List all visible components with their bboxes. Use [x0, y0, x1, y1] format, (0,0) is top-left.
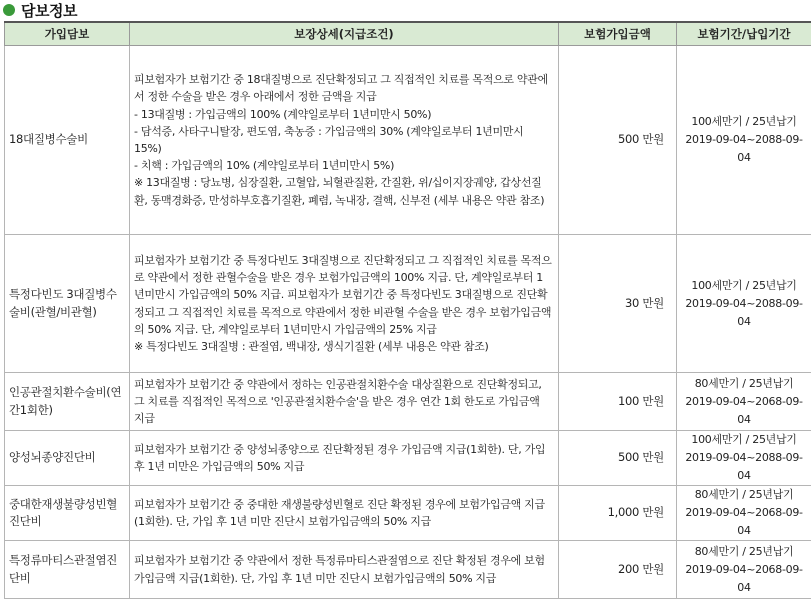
coverage-detail: 피보험자가 보험기간 중 중대한 재생불량성빈혈로 진단 확정된 경우에 보험가입금액 지급(1회한). 단, 가입 후 1년 미만 진단시 보험가입금액의 50% 지급	[130, 486, 559, 541]
period-dates: 2019-09-04~2068-09-04	[682, 561, 806, 597]
section-header	[0, 0, 77, 20]
insured-amount: 1,000 만원	[559, 486, 677, 541]
coverage-name: 중대한재생불량성빈혈진단비	[5, 486, 130, 541]
coverage-name: 특정다빈도 3대질병수술비(관혈/비관혈)	[5, 235, 130, 373]
coverage-name: 인공관절치환수술비(연간1회한)	[5, 373, 130, 431]
period-term: 100세만기 / 25년납기	[682, 113, 806, 131]
insured-amount: 500 만원	[559, 431, 677, 486]
period-term: 80세만기 / 25년납기	[682, 543, 806, 561]
table-row	[5, 46, 811, 235]
table-header-row	[5, 22, 811, 46]
period-term: 80세만기 / 25년납기	[682, 375, 806, 393]
insurance-period	[677, 541, 811, 599]
insured-amount: 200 만원	[559, 541, 677, 599]
period-dates: 2019-09-04~2088-09-04	[682, 295, 806, 331]
period-dates: 2019-09-04~2088-09-04	[682, 449, 806, 485]
coverage-name: 18대질병수술비	[5, 46, 130, 235]
insured-amount: 100 만원	[559, 373, 677, 431]
coverage-name: 양성뇌종양진단비	[5, 431, 130, 486]
insurance-period	[677, 486, 811, 541]
table-row	[5, 373, 811, 431]
insurance-period	[677, 431, 811, 486]
table-row	[5, 541, 811, 599]
coverage-name: 특정류마티스관절염진단비	[5, 541, 130, 599]
insured-amount: 500 만원	[559, 46, 677, 235]
insured-amount: 30 만원	[559, 235, 677, 373]
period-dates: 2019-09-04~2088-09-04	[682, 131, 806, 167]
insurance-period	[677, 235, 811, 373]
insurance-period	[677, 373, 811, 431]
coverage-table	[4, 21, 811, 599]
header-coverage-detail: 보장상세(지급조건)	[130, 22, 559, 46]
table-row	[5, 431, 811, 486]
period-term: 80세만기 / 25년납기	[682, 486, 806, 504]
period-dates: 2019-09-04~2068-09-04	[682, 393, 806, 429]
table-row	[5, 486, 811, 541]
coverage-detail: 피보험자가 보험기간 중 약관에서 정한 특정류마티스관절염으로 진단 확정된 경우에 보험가입금액 지급(1회한). 단, 가입 후 1년 미만 진단시 보험가입금액의 50% 지급	[130, 541, 559, 599]
header-insurance-period: 보험기간/납입기간	[677, 22, 811, 46]
period-term: 100세만기 / 25년납기	[682, 431, 806, 449]
coverage-detail: 피보험자가 보험기간 중 특정다빈도 3대질병으로 진단확정되고 그 직접적인 치료를 목적으로 약관에서 정한 관혈수술을 받은 경우 보험가입금액의 100% 지급. 단, 계약일로부터 1년미만시 가입금액의 50% 지급. 피보험자가 보험기간 중 특정다빈도 3대질병으로 진단확정되고 그 직접적인 치료를 목적으로 약관에서 정한 비관혈 수술을 받은 경우 보험가입금액의 50% 지급. 단, 계약일로부터 1년미만시 가입금액의 25% 지급 ※ 특정다빈도 3대질병 : 관절염, 백내장, 생식기질환 (세부 내용은 약관 참조)	[130, 235, 559, 373]
period-dates: 2019-09-04~2068-09-04	[682, 504, 806, 540]
coverage-detail: 피보험자가 보험기간 중 양성뇌종양으로 진단확정된 경우 가입금액 지급(1회한). 단, 가입 후 1년 미만은 가입금액의 50% 지급	[130, 431, 559, 486]
coverage-detail: 피보험자가 보험기간 중 18대질병으로 진단확정되고 그 직접적인 치료를 목적으로 약관에서 정한 수술을 받은 경우 아래에서 정한 금액을 지급 - 13대질병 : 가입금액의 100% (계약일로부터 1년미만시 50%) - 담석증, 사타구니탈장, 편도염, 축농증 : 가입금액의 30% (계약일로부터 1년미만시 15%) - 치핵 : 가입금액의 10% (계약일로부터 1년미만시 5%) ※ 13대질병 : 당뇨병, 심장질환, 고혈압, 뇌혈관질환, 간질환, 위/십이지장궤양, 갑상선질환, 동맥경화증, 만성하부호흡기질환, 폐렴, 녹내장, 결핵, 신부전 (세부 내용은 약관 참조)	[130, 46, 559, 235]
insurance-period	[677, 46, 811, 235]
table-row	[5, 235, 811, 373]
bullet-circle-icon	[3, 4, 15, 16]
section-title: 담보정보	[21, 0, 77, 21]
header-coverage-name: 가입담보	[5, 22, 130, 46]
period-term: 100세만기 / 25년납기	[682, 277, 806, 295]
coverage-detail: 피보험자가 보험기간 중 약관에서 정하는 인공관절치환수술 대상질환으로 진단확정되고, 그 치료를 직접적인 목적으로 '인공관절치환수술'을 받은 경우 연간 1회 한도로 가입금액 지급	[130, 373, 559, 431]
header-insured-amount: 보험가입금액	[559, 22, 677, 46]
